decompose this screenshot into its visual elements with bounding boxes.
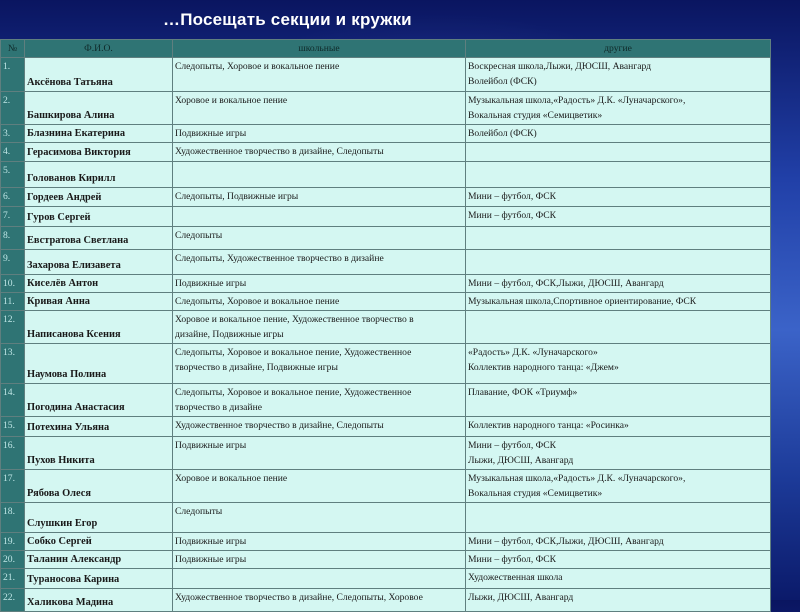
school-activities: Подвижные игры: [173, 275, 466, 293]
table-row: [1, 569, 771, 589]
school-activities: Следопыты: [173, 227, 466, 250]
school-activities: Хоровое и вокальное пение, Художественное творчество в дизайне, Подвижные игры: [173, 311, 466, 344]
other-activities: [466, 250, 771, 275]
other-activities: Музыкальная школа,«Радость» Д.К. «Луначарского», Вокальная студия «Семицветик»: [466, 470, 771, 503]
row-number: 18.: [1, 503, 25, 533]
student-name: Башкирова Алина: [25, 92, 173, 125]
school-activities: [173, 207, 466, 227]
other-activities: [466, 311, 771, 344]
school-activities: Художественное творчество в дизайне, Следопыты: [173, 143, 466, 162]
school-activities: Следопыты, Хоровое и вокальное пение: [173, 293, 466, 311]
row-number: 6.: [1, 188, 25, 207]
student-name: Захарова Елизавета: [25, 250, 173, 275]
row-number: 14.: [1, 384, 25, 417]
school-activities: [173, 162, 466, 188]
table-body: [1, 58, 771, 612]
student-name: Написанова Ксения: [25, 311, 173, 344]
other-activities: Мини – футбол, ФСК: [466, 551, 771, 569]
school-activities: Художественное творчество в дизайне, Следопыты, Хоровое: [173, 589, 466, 612]
row-number: 11.: [1, 293, 25, 311]
student-name: Евстратова Светлана: [25, 227, 173, 250]
student-name: Таланин Александр: [25, 551, 173, 569]
other-activities: [466, 503, 771, 533]
row-number: 16.: [1, 437, 25, 470]
student-name: Киселёв Антон: [25, 275, 173, 293]
header-other: другие: [466, 40, 771, 58]
student-name: Потехина Ульяна: [25, 417, 173, 437]
table-row: [1, 417, 771, 437]
school-activities: Следопыты: [173, 503, 466, 533]
school-activities: Следопыты, Хоровое и вокальное пение, Художественное творчество в дизайне, Подвижные игры: [173, 344, 466, 384]
other-activities: Музыкальная школа,Спортивное ориентирование, ФСК: [466, 293, 771, 311]
student-name: Герасимова Виктория: [25, 143, 173, 162]
table-row: [1, 188, 771, 207]
row-number: 15.: [1, 417, 25, 437]
other-activities: Мини – футбол, ФСК Лыжи, ДЮСШ, Авангард: [466, 437, 771, 470]
other-activities: Мини – футбол, ФСК: [466, 188, 771, 207]
row-number: 7.: [1, 207, 25, 227]
student-name: Голованов Кирилл: [25, 162, 173, 188]
header-school: школьные: [173, 40, 466, 58]
student-name: Гуров Сергей: [25, 207, 173, 227]
other-activities: Плавание, ФОК «Триумф»: [466, 384, 771, 417]
header-num: №: [1, 40, 25, 58]
table-row: [1, 551, 771, 569]
row-number: 4.: [1, 143, 25, 162]
school-activities: Следопыты, Хоровое и вокальное пение: [173, 58, 466, 92]
row-number: 1.: [1, 58, 25, 92]
row-number: 17.: [1, 470, 25, 503]
other-activities: Музыкальная школа,«Радость» Д.К. «Луначарского», Вокальная студия «Семицветик»: [466, 92, 771, 125]
table-row: [1, 275, 771, 293]
table-row: [1, 293, 771, 311]
other-activities: [466, 143, 771, 162]
row-number: 2.: [1, 92, 25, 125]
student-name: Погодина Анастасия: [25, 384, 173, 417]
other-activities: Мини – футбол, ФСК: [466, 207, 771, 227]
student-name: Блазнина Екатерина: [25, 125, 173, 143]
table-row: [1, 311, 771, 344]
table-row: [1, 125, 771, 143]
school-activities: Следопыты, Хоровое и вокальное пение, Художественное творчество в дизайне: [173, 384, 466, 417]
school-activities: Хоровое и вокальное пение: [173, 92, 466, 125]
student-name: Собко Сергей: [25, 533, 173, 551]
table-row: [1, 227, 771, 250]
row-number: 10.: [1, 275, 25, 293]
header-row: [1, 40, 771, 58]
table-row: [1, 58, 771, 92]
table-row: [1, 344, 771, 384]
student-name: Слушкин Егор: [25, 503, 173, 533]
student-name: Тураносова Карина: [25, 569, 173, 589]
other-activities: [466, 162, 771, 188]
student-name: Аксёнова Татьяна: [25, 58, 173, 92]
table-row: [1, 384, 771, 417]
school-activities: Хоровое и вокальное пение: [173, 470, 466, 503]
row-number: 19.: [1, 533, 25, 551]
header-name: Ф.И.О.: [25, 40, 173, 58]
row-number: 5.: [1, 162, 25, 188]
other-activities: Мини – футбол, ФСК,Лыжи, ДЮСШ, Авангард: [466, 275, 771, 293]
row-number: 8.: [1, 227, 25, 250]
table-row: [1, 533, 771, 551]
slide-title: …Посещать секции и кружки: [163, 10, 412, 29]
activities-table-container: [0, 39, 770, 612]
school-activities: Подвижные игры: [173, 533, 466, 551]
activities-table: [0, 39, 771, 612]
student-name: Кривая Анна: [25, 293, 173, 311]
other-activities: Мини – футбол, ФСК,Лыжи, ДЮСШ, Авангард: [466, 533, 771, 551]
student-name: Наумова Полина: [25, 344, 173, 384]
school-activities: Подвижные игры: [173, 551, 466, 569]
row-number: 20.: [1, 551, 25, 569]
student-name: Халикова Мадина: [25, 589, 173, 612]
row-number: 13.: [1, 344, 25, 384]
school-activities: Следопыты, Художественное творчество в дизайне: [173, 250, 466, 275]
table-row: [1, 162, 771, 188]
other-activities: Художественная школа: [466, 569, 771, 589]
school-activities: Следопыты, Подвижные игры: [173, 188, 466, 207]
student-name: Рябова Олеся: [25, 470, 173, 503]
row-number: 21.: [1, 569, 25, 589]
table-row: [1, 143, 771, 162]
table-header: [1, 40, 771, 58]
row-number: 9.: [1, 250, 25, 275]
other-activities: [466, 227, 771, 250]
row-number: 22.: [1, 589, 25, 612]
other-activities: Волейбол (ФСК): [466, 125, 771, 143]
table-row: [1, 589, 771, 612]
other-activities: Коллектив народного танца: «Росинка»: [466, 417, 771, 437]
school-activities: Подвижные игры: [173, 125, 466, 143]
other-activities: «Радость» Д.К. «Луначарского» Коллектив народного танца: «Джем»: [466, 344, 771, 384]
row-number: 3.: [1, 125, 25, 143]
row-number: 12.: [1, 311, 25, 344]
table-row: [1, 250, 771, 275]
school-activities: [173, 569, 466, 589]
other-activities: Лыжи, ДЮСШ, Авангард: [466, 589, 771, 612]
student-name: Гордеев Андрей: [25, 188, 173, 207]
student-name: Пухов Никита: [25, 437, 173, 470]
other-activities: Воскресная школа,Лыжи, ДЮСШ, Авангард Волейбол (ФСК): [466, 58, 771, 92]
table-row: [1, 207, 771, 227]
table-row: [1, 92, 771, 125]
school-activities: Подвижные игры: [173, 437, 466, 470]
table-row: [1, 503, 771, 533]
table-row: [1, 470, 771, 503]
table-row: [1, 437, 771, 470]
school-activities: Художественное творчество в дизайне, Следопыты: [173, 417, 466, 437]
